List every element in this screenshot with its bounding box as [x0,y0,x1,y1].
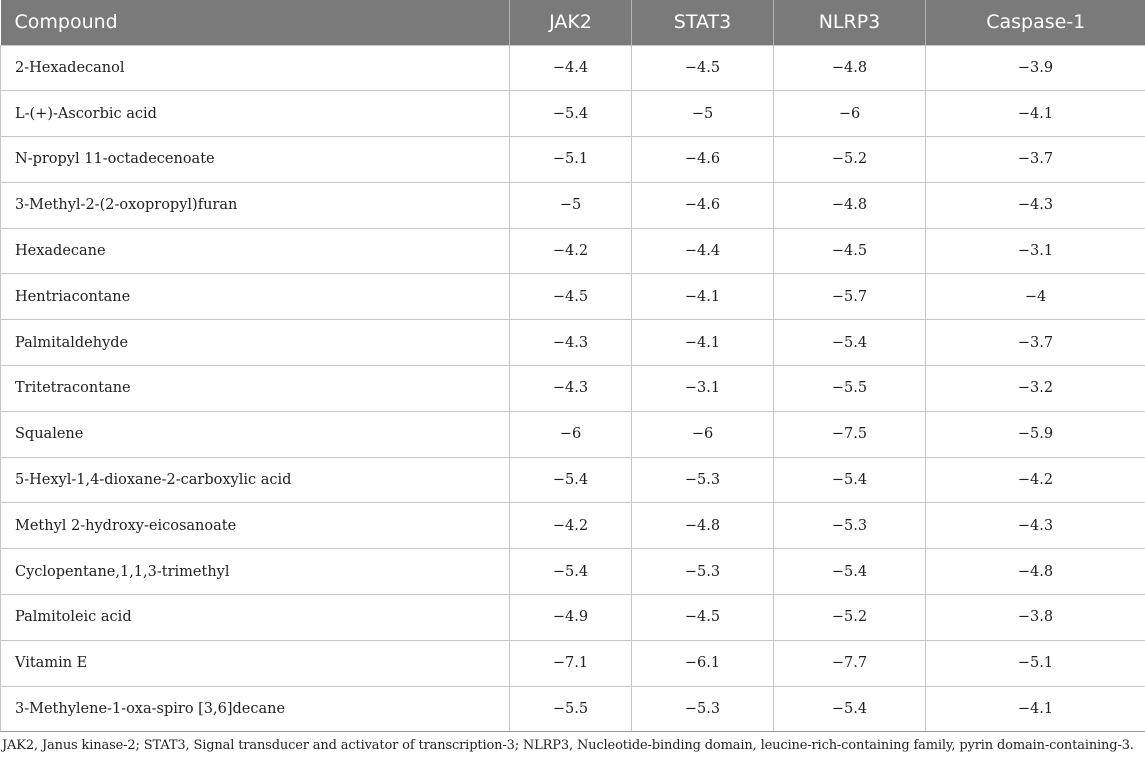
stat3-cell: −4.5 [632,45,774,91]
nlrp3-cell: −4.5 [774,228,926,274]
caspase-1-cell: −3.1 [926,228,1145,274]
nlrp3-cell: −5.2 [774,595,926,641]
nlrp3-cell: −4.8 [774,45,926,91]
compound-cell: Hexadecane [1,228,510,274]
stat3-cell: −6.1 [632,640,774,686]
compound-cell: 2-Hexadecanol [1,45,510,91]
jak2-cell: −5.4 [510,457,632,503]
jak2-cell: −5.5 [510,686,632,732]
jak2-cell: −4.2 [510,228,632,274]
table-row [1,411,1145,457]
stat3-cell: −4.5 [632,595,774,641]
header-stat3: STAT3 [632,0,774,45]
nlrp3-cell: −5.4 [774,686,926,732]
jak2-cell: −5.4 [510,91,632,137]
compound-cell: 5-Hexyl-1,4-dioxane-2-carboxylic acid [1,457,510,503]
caspase-1-cell: −5.9 [926,411,1145,457]
nlrp3-cell: −5.4 [774,549,926,595]
compound-cell: 3-Methyl-2-(2-oxopropyl)furan [1,182,510,228]
compound-cell: Vitamin E [1,640,510,686]
stat3-cell: −5 [632,91,774,137]
header-nlrp3: NLRP3 [774,0,926,45]
stat3-cell: −5.3 [632,457,774,503]
nlrp3-cell: −5.3 [774,503,926,549]
stat3-cell: −4.4 [632,228,774,274]
nlrp3-cell: −5.4 [774,320,926,366]
table-row [1,640,1145,686]
stat3-cell: −4.1 [632,274,774,320]
compound-cell: Methyl 2-hydroxy-eicosanoate [1,503,510,549]
stat3-cell: −3.1 [632,366,774,412]
jak2-cell: −7.1 [510,640,632,686]
caspase-1-cell: −4.3 [926,182,1145,228]
jak2-cell: −4.3 [510,320,632,366]
table-row [1,595,1145,641]
nlrp3-cell: −5.2 [774,137,926,183]
caspase-1-cell: −4.2 [926,457,1145,503]
table-row [1,274,1145,320]
caspase-1-cell: −3.7 [926,320,1145,366]
jak2-cell: −5.1 [510,137,632,183]
stat3-cell: −4.6 [632,182,774,228]
compound-cell: Squalene [1,411,510,457]
nlrp3-cell: −5.5 [774,366,926,412]
caspase-1-cell: −3.2 [926,366,1145,412]
table-row [1,457,1145,503]
header-jak2: JAK2 [510,0,632,45]
jak2-cell: −5 [510,182,632,228]
stat3-cell: −4.8 [632,503,774,549]
stat3-cell: −4.6 [632,137,774,183]
caspase-1-cell: −4.1 [926,686,1145,732]
table-row [1,366,1145,412]
stat3-cell: −4.1 [632,320,774,366]
nlrp3-cell: −5.7 [774,274,926,320]
table-row [1,320,1145,366]
compound-cell: Palmitoleic acid [1,595,510,641]
table-row [1,137,1145,183]
header-caspase-1: Caspase-1 [926,0,1145,45]
caspase-1-cell: −5.1 [926,640,1145,686]
table-row [1,91,1145,137]
nlrp3-cell: −7.5 [774,411,926,457]
caspase-1-cell: −3.9 [926,45,1145,91]
jak2-cell: −4.9 [510,595,632,641]
nlrp3-cell: −7.7 [774,640,926,686]
table-footnote: JAK2, Janus kinase-2; STAT3, Signal transducer and activator of transcription-3; NLRP3, Nucleotide-binding domain, leucine-rich-containing family, pyrin domain-containing-3. [2,738,1134,753]
compound-cell: Hentriacontane [1,274,510,320]
compound-cell: 3-Methylene-1-oxa-spiro [3,6]decane [1,686,510,732]
header-compound: Compound [14,11,118,34]
nlrp3-cell: −6 [774,91,926,137]
compound-cell: N-propyl 11-octadecenoate [1,137,510,183]
table-row [1,228,1145,274]
compound-cell: L-(+)-Ascorbic acid [1,91,510,137]
stat3-cell: −5.3 [632,686,774,732]
table-row [1,686,1145,732]
caspase-1-cell: −4.1 [926,91,1145,137]
compound-cell: Palmitaldehyde [1,320,510,366]
table-row [1,182,1145,228]
jak2-cell: −4.2 [510,503,632,549]
table-row [1,549,1145,595]
jak2-cell: −5.4 [510,549,632,595]
jak2-cell: −6 [510,411,632,457]
caspase-1-cell: −4.8 [926,549,1145,595]
nlrp3-cell: −4.8 [774,182,926,228]
stat3-cell: −5.3 [632,549,774,595]
table-header-row [1,0,1145,45]
table-row [1,45,1145,91]
compound-cell: Cyclopentane,1,1,3-trimethyl [1,549,510,595]
jak2-cell: −4.5 [510,274,632,320]
table-body [1,45,1145,732]
jak2-cell: −4.3 [510,366,632,412]
nlrp3-cell: −5.4 [774,457,926,503]
caspase-1-cell: −4 [926,274,1145,320]
stat3-cell: −6 [632,411,774,457]
compound-cell: Tritetracontane [1,366,510,412]
caspase-1-cell: −3.8 [926,595,1145,641]
table-row [1,503,1145,549]
caspase-1-cell: −3.7 [926,137,1145,183]
caspase-1-cell: −4.3 [926,503,1145,549]
jak2-cell: −4.4 [510,45,632,91]
